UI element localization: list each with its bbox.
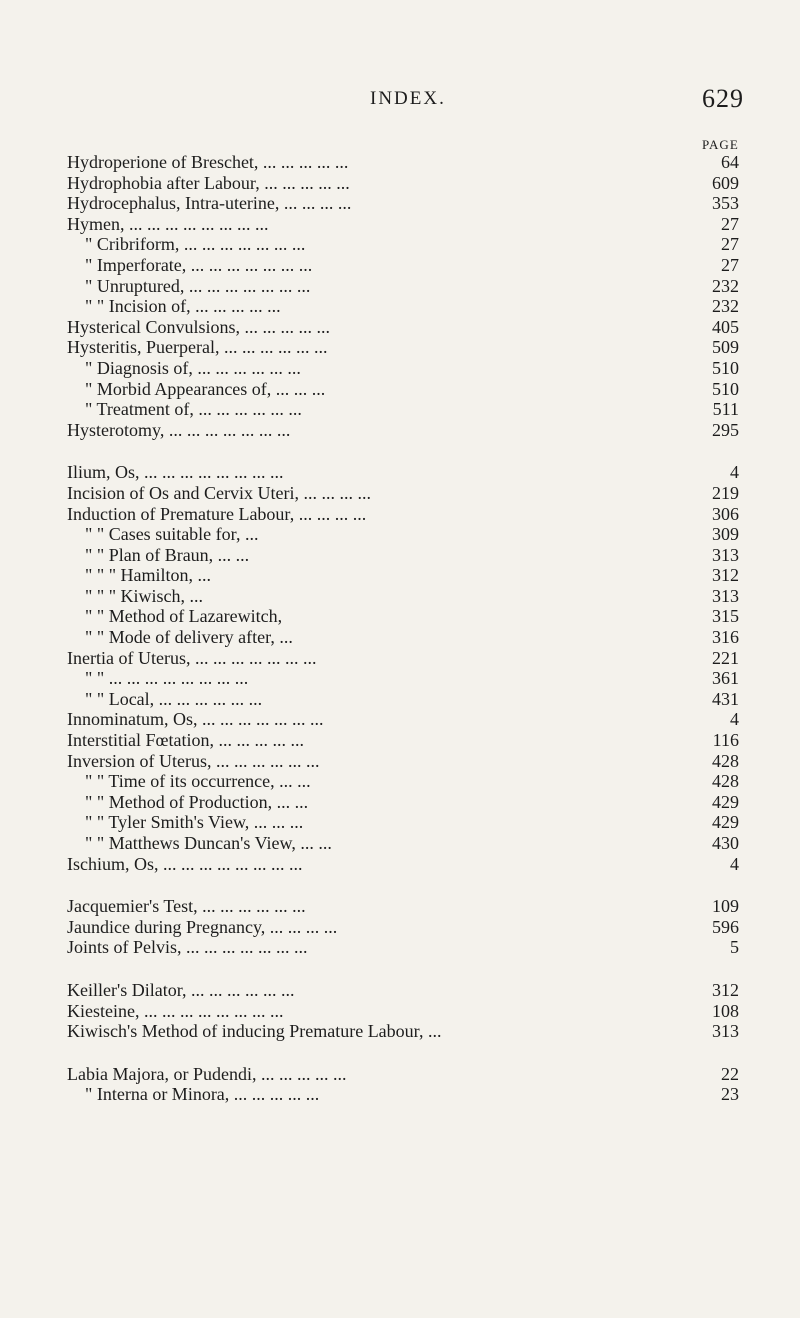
index-entry — [67, 234, 739, 255]
index-entry-page: 27 — [721, 254, 739, 275]
index-entry-page: 429 — [712, 812, 739, 833]
index-list — [67, 152, 739, 1105]
index-entry-label: " " Cases suitable for, ... — [85, 524, 259, 545]
index-entry-label: " Diagnosis of, ... ... ... ... ... ... — [85, 357, 301, 378]
index-entry — [67, 668, 739, 689]
index-entry — [67, 812, 739, 833]
index-entry — [67, 771, 739, 792]
index-entry — [67, 648, 739, 669]
index-entry — [67, 462, 739, 483]
index-entry-label: Hysterical Convulsions, ... ... ... ... ... — [67, 316, 330, 337]
index-entry-page: 4 — [730, 853, 739, 874]
group-separator — [67, 440, 739, 462]
index-entry-label: Joints of Pelvis, ... ... ... ... ... ... ... — [67, 937, 308, 958]
index-entry-page: 313 — [712, 544, 739, 565]
index-entry-page: 116 — [712, 730, 739, 751]
index-entry-label: Kiesteine, ... ... ... ... ... ... ... ... — [67, 1000, 284, 1021]
index-entry-label: Interstitial Fœtation, ... ... ... ... ... — [67, 730, 304, 751]
index-entry-label: Hydrophobia after Labour, ... ... ... ... ... — [67, 172, 350, 193]
index-entry — [67, 420, 739, 441]
index-entry-label: Jaundice during Pregnancy, ... ... ... ... — [67, 916, 338, 937]
index-entry-label: Incision of Os and Cervix Uteri, ... ... ... ... — [67, 482, 371, 503]
index-entry-label: Inversion of Uterus, ... ... ... ... ... ... — [67, 750, 320, 771]
index-entry — [67, 980, 739, 1001]
index-entry-page: 219 — [712, 482, 739, 503]
index-entry-label: Kiwisch's Method of inducing Premature Labour, ... — [67, 1021, 442, 1042]
index-entry — [67, 937, 739, 958]
index-entry-label: Ischium, Os, ... ... ... ... ... ... ... ... — [67, 853, 303, 874]
index-entry-page: 609 — [712, 172, 739, 193]
index-entry-label: Induction of Premature Labour, ... ... ... ... — [67, 503, 367, 524]
index-entry — [67, 751, 739, 772]
group-separator — [67, 1042, 739, 1064]
index-entry — [67, 586, 739, 607]
running-title: INDEX. — [370, 88, 446, 109]
index-entry-page: 27 — [721, 234, 739, 255]
index-entry-label: " Imperforate, ... ... ... ... ... ... ... — [85, 254, 313, 275]
index-entry-label: " " Incision of, ... ... ... ... ... — [85, 296, 281, 317]
index-entry-label: " Morbid Appearances of, ... ... ... — [85, 378, 326, 399]
page-column-heading: PAGE — [702, 137, 739, 152]
index-entry — [67, 792, 739, 813]
index-entry-page: 4 — [730, 709, 739, 730]
index-entry-label: " " Method of Production, ... ... — [85, 791, 309, 812]
index-entry-page: 353 — [712, 193, 739, 214]
index-entry-page: 429 — [712, 791, 739, 812]
index-entry-label: " " " Hamilton, ... — [85, 565, 212, 586]
index-entry — [67, 730, 739, 751]
index-entry-label: " Interna or Minora, ... ... ... ... ... — [85, 1084, 320, 1105]
index-entry — [67, 689, 739, 710]
index-entry-label: Hysteritis, Puerperal, ... ... ... ... ... ... — [67, 337, 328, 358]
index-entry-page: 361 — [712, 668, 739, 689]
index-entry — [67, 483, 739, 504]
page-header — [0, 84, 800, 114]
index-entry — [67, 1021, 739, 1042]
index-entry-label: " " Matthews Duncan's View, ... ... — [85, 833, 332, 853]
index-entry-label: Inertia of Uterus, ... ... ... ... ... ... ... — [67, 647, 317, 668]
index-entry — [67, 1084, 739, 1105]
index-entry — [67, 193, 739, 214]
index-entry-label: " Unruptured, ... ... ... ... ... ... ... — [85, 275, 311, 296]
index-entry-page: 313 — [712, 585, 739, 606]
index-entry-page: 430 — [712, 833, 739, 853]
index-entry-page: 312 — [712, 979, 739, 1000]
index-entry — [67, 545, 739, 566]
index-entry-label: Ilium, Os, ... ... ... ... ... ... ... ... — [67, 462, 284, 483]
index-entry-label: " " Time of its occurrence, ... ... — [85, 771, 311, 792]
index-entry-page: 405 — [712, 316, 739, 337]
index-entry-label: Hysterotomy, ... ... ... ... ... ... ... — [67, 419, 291, 440]
index-entry-page: 5 — [730, 937, 739, 958]
index-entry — [67, 317, 739, 338]
index-entry — [67, 524, 739, 545]
index-entry — [67, 896, 739, 917]
index-entry-page: 306 — [712, 503, 739, 524]
index-entry-label: Keiller's Dilator, ... ... ... ... ... ... — [67, 979, 295, 1000]
index-entry-page: 316 — [712, 627, 739, 648]
index-entry-label: Labia Majora, or Pudendi, ... ... ... ... ... — [67, 1063, 347, 1084]
index-entry-page: 27 — [721, 213, 739, 234]
index-entry-label: " " Tyler Smith's View, ... ... ... — [85, 812, 304, 833]
index-entry — [67, 917, 739, 938]
index-entry-page: 510 — [712, 357, 739, 378]
index-entry-page: 596 — [712, 916, 739, 937]
index-entry — [67, 358, 739, 379]
index-entry-page: 313 — [712, 1021, 739, 1042]
index-entry — [67, 399, 739, 420]
index-entry-label: " " Mode of delivery after, ... — [85, 627, 293, 648]
index-entry-label: " " " Kiwisch, ... — [85, 585, 204, 606]
group-separator — [67, 874, 739, 896]
index-entry — [67, 173, 739, 194]
index-entry-page: 428 — [712, 750, 739, 771]
index-entry-page: 64 — [721, 152, 739, 172]
index-entry-page: 109 — [712, 896, 739, 917]
index-entry-page: 315 — [712, 606, 739, 627]
index-entry-page: 511 — [712, 399, 739, 420]
index-entry-page: 431 — [712, 688, 739, 709]
index-entry — [67, 1001, 739, 1022]
index-entry — [67, 379, 739, 400]
index-entry-page: 221 — [712, 647, 739, 668]
page-number: 629 — [702, 84, 744, 113]
index-entry-page: 312 — [712, 565, 739, 586]
index-entry — [67, 214, 739, 235]
index-entry-page: 22 — [721, 1063, 739, 1084]
index-entry-label: Innominatum, Os, ... ... ... ... ... ... ... — [67, 709, 324, 730]
index-entry — [67, 709, 739, 730]
index-entry — [67, 504, 739, 525]
index-entry — [67, 565, 739, 586]
index-entry-page: 4 — [730, 462, 739, 483]
index-entry — [67, 833, 739, 854]
index-entry — [67, 854, 739, 875]
index-entry — [67, 152, 739, 173]
index-entry — [67, 255, 739, 276]
index-entry — [67, 606, 739, 627]
index-entry-label: Hydroperione of Breschet, ... ... ... ... ... — [67, 152, 349, 172]
index-entry-label: Hymen, ... ... ... ... ... ... ... ... — [67, 213, 269, 234]
index-entry — [67, 276, 739, 297]
index-entry — [67, 627, 739, 648]
group-separator — [67, 958, 739, 980]
index-entry-label: " Cribriform, ... ... ... ... ... ... ... — [85, 234, 306, 255]
index-entry-page: 295 — [712, 419, 739, 440]
index-entry — [67, 1064, 739, 1085]
index-entry-page: 232 — [712, 296, 739, 317]
index-entry-label: " " Local, ... ... ... ... ... ... — [85, 688, 263, 709]
index-entry-label: Jacquemier's Test, ... ... ... ... ... ... — [67, 896, 306, 917]
index-entry-page: 309 — [712, 524, 739, 545]
index-entry — [67, 296, 739, 317]
index-entry-label: " " Method of Lazarewitch, — [85, 606, 283, 627]
index-entry-page: 510 — [712, 378, 739, 399]
index-entry-page: 23 — [721, 1084, 739, 1105]
index-entry-label: Hydrocephalus, Intra-uterine, ... ... ... ... — [67, 193, 352, 214]
index-entry-page: 108 — [712, 1000, 739, 1021]
index-entry-page: 428 — [712, 771, 739, 792]
index-entry-label: " " Plan of Braun, ... ... — [85, 544, 250, 565]
index-entry-page: 509 — [712, 337, 739, 358]
index-entry-label: " " ... ... ... ... ... ... ... ... — [85, 668, 249, 689]
index-entry-label: " Treatment of, ... ... ... ... ... ... — [85, 399, 302, 420]
index-entry — [67, 337, 739, 358]
index-entry-page: 232 — [712, 275, 739, 296]
